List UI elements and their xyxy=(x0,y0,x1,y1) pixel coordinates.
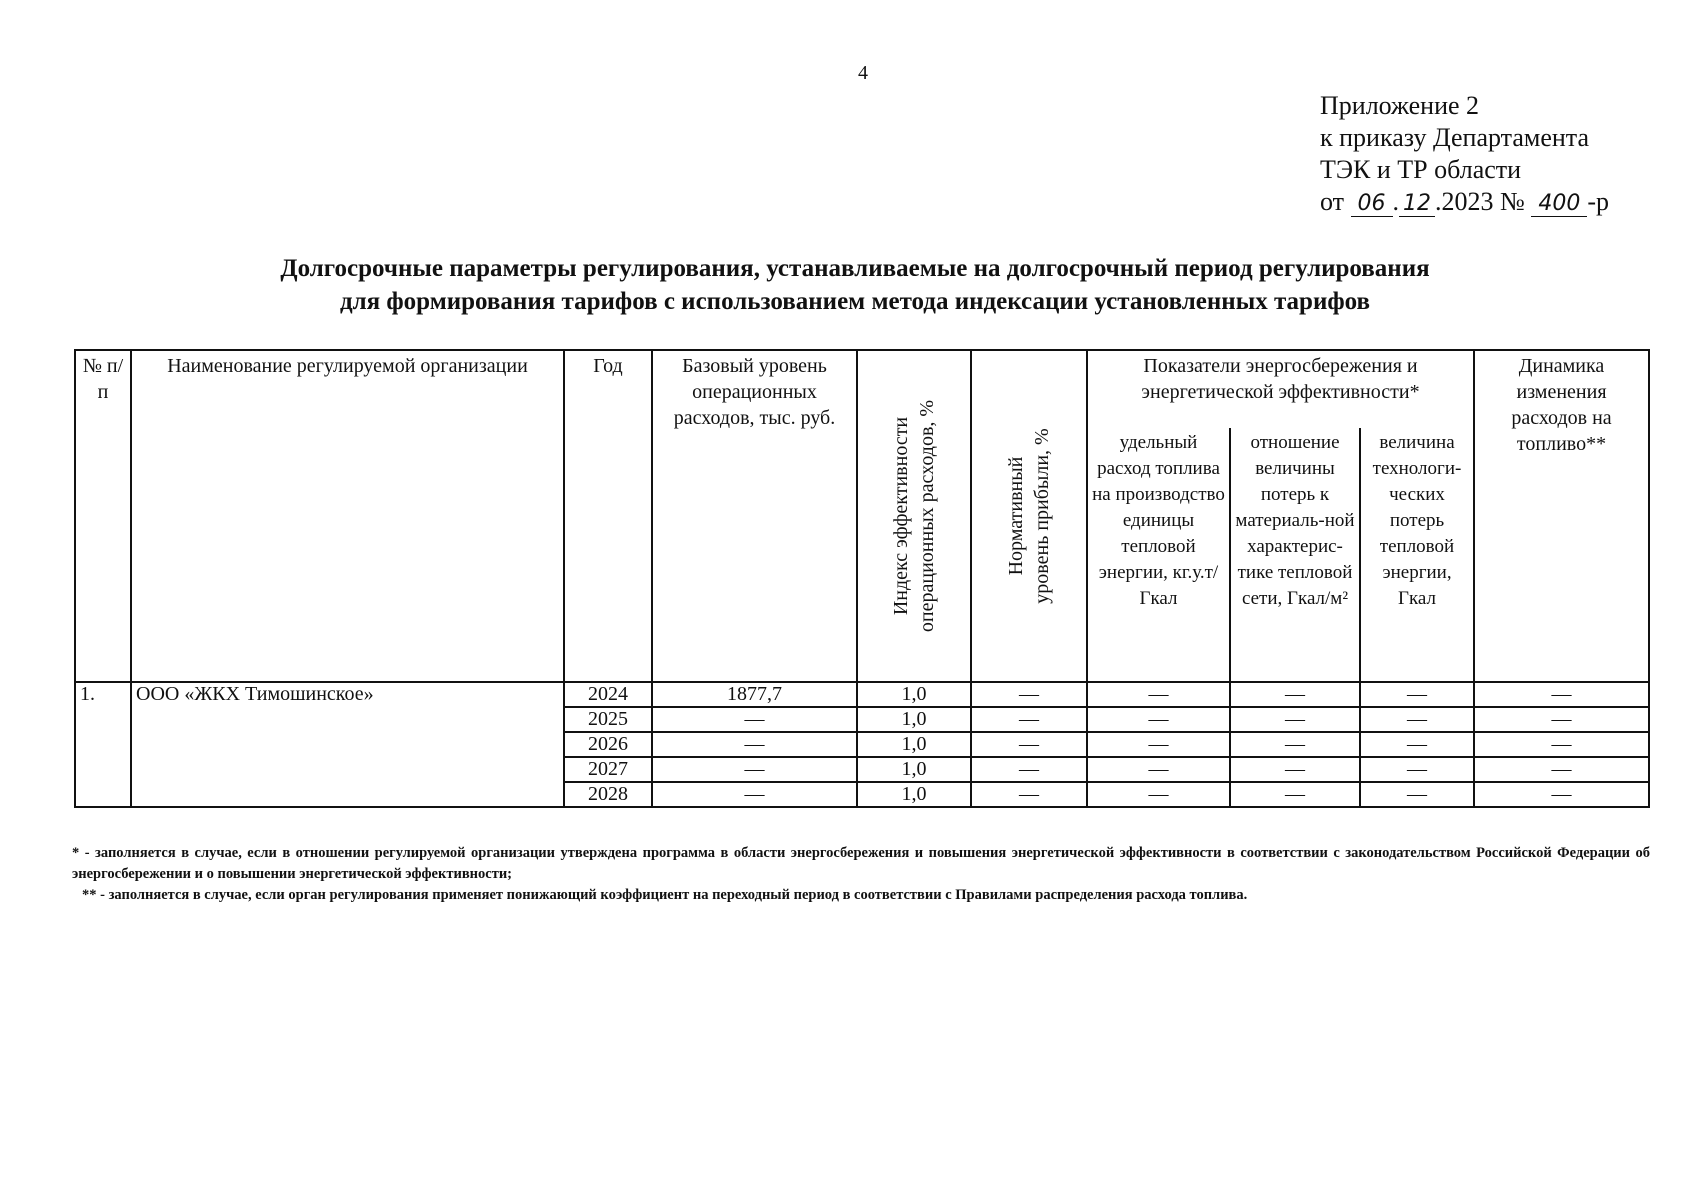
base-cell: — xyxy=(652,782,857,807)
year-cell: 2024 xyxy=(564,682,652,707)
tech-loss-cell: — xyxy=(1360,732,1474,757)
header-efficiency-index-line-2: операционных расходов, % xyxy=(916,399,938,633)
index-cell: 1,0 xyxy=(857,732,971,757)
header-fuel-dynamics: Динамика изменения расходов на топливо** xyxy=(1474,350,1649,682)
header-energy-group: Показатели энергосбережения и энергетической эффективности* xyxy=(1087,350,1474,428)
page-number: 4 xyxy=(858,62,868,84)
index-cell: 1,0 xyxy=(857,707,971,732)
dynamics-cell: — xyxy=(1474,732,1649,757)
index-cell: 1,0 xyxy=(857,757,971,782)
fuel-cell: — xyxy=(1087,682,1230,707)
base-cell: — xyxy=(652,707,857,732)
handwritten-order-number: 400 xyxy=(1531,192,1587,217)
parameters-table xyxy=(74,349,1650,808)
year-cell: 2028 xyxy=(564,782,652,807)
appendix-date-line: от 06 . 12 .2023 № 400 -р xyxy=(1320,187,1610,216)
year-cell: 2026 xyxy=(564,732,652,757)
footnote-1: * - заполняется в случае, если в отношении регулируемой организации утверждена программа в области энергосбережения и повышения энергетической эффективности в соответствии с законодательством Российской Федерации об энергосбережении и о повышении энергетической эффективности; xyxy=(72,845,1650,882)
profit-cell: — xyxy=(971,782,1087,807)
title-line-1: Долгосрочные параметры регулирования, устанавливаемые на долгосрочный период регулирования xyxy=(280,255,1430,282)
appendix-line-1: Приложение 2 xyxy=(1320,91,1480,120)
org-name-cell: ООО «ЖКХ Тимошинское» xyxy=(131,682,564,807)
dynamics-cell: — xyxy=(1474,682,1649,707)
fuel-cell: — xyxy=(1087,757,1230,782)
index-cell: 1,0 xyxy=(857,782,971,807)
header-fuel-consumption: удельный расход топлива на производство единицы тепловой энергии, кг.у.т/Гкал xyxy=(1087,428,1230,682)
header-year: Год xyxy=(564,350,652,682)
loss-ratio-cell: — xyxy=(1230,682,1360,707)
tech-loss-cell: — xyxy=(1360,682,1474,707)
header-efficiency-index-line-1: Индекс эффективности xyxy=(890,416,912,616)
header-tech-losses: величина технологи-ческих потерь тепловой энергии, Гкал xyxy=(1360,428,1474,682)
date-prefix: от xyxy=(1320,187,1345,216)
year-cell: 2025 xyxy=(564,707,652,732)
dynamics-cell: — xyxy=(1474,707,1649,732)
appendix-line-3: ТЭК и ТР области xyxy=(1320,155,1522,184)
tech-loss-cell: — xyxy=(1360,782,1474,807)
header-base-opex: Базовый уровень операционных расходов, тыс. руб. xyxy=(652,350,857,682)
header-num: № п/п xyxy=(75,350,131,682)
appendix-line-2: к приказу Департамента xyxy=(1320,123,1590,152)
appendix-block xyxy=(1320,90,1680,218)
tech-loss-cell: — xyxy=(1360,707,1474,732)
document-title xyxy=(120,252,1590,318)
header-profit-level-line-2: уровень прибыли, % xyxy=(1031,428,1053,604)
dynamics-cell: — xyxy=(1474,757,1649,782)
year-cell: 2027 xyxy=(564,757,652,782)
header-org: Наименование регулируемой организации xyxy=(131,350,564,682)
fuel-cell: — xyxy=(1087,707,1230,732)
fuel-cell: — xyxy=(1087,732,1230,757)
order-suffix: -р xyxy=(1587,187,1610,216)
loss-ratio-cell: — xyxy=(1230,707,1360,732)
header-loss-ratio: отношение величины потерь к материаль-ной характерис-тике тепловой сети, Гкал/м² xyxy=(1230,428,1360,682)
handwritten-month: 12 xyxy=(1399,192,1435,217)
profit-cell: — xyxy=(971,757,1087,782)
profit-cell: — xyxy=(971,682,1087,707)
table-row xyxy=(75,682,1649,707)
profit-cell: — xyxy=(971,707,1087,732)
base-cell: — xyxy=(652,757,857,782)
header-profit-level xyxy=(971,350,1087,682)
handwritten-day: 06 xyxy=(1351,192,1393,217)
footnote-2: ** - заполняется в случае, если орган регулирования применяет понижающий коэффициент на переходный период в соответствии с Правилами распределения расхода топлива. xyxy=(82,887,1248,903)
title-line-2: для формирования тарифов с использованием метода индексации установленных тарифов xyxy=(339,288,1371,315)
loss-ratio-cell: — xyxy=(1230,732,1360,757)
base-cell: 1877,7 xyxy=(652,682,857,707)
footnotes xyxy=(72,843,1650,906)
header-efficiency-index xyxy=(857,350,971,682)
loss-ratio-cell: — xyxy=(1230,757,1360,782)
index-cell: 1,0 xyxy=(857,682,971,707)
date-year: .2023 № xyxy=(1435,187,1525,216)
profit-cell: — xyxy=(971,732,1087,757)
loss-ratio-cell: — xyxy=(1230,782,1360,807)
header-profit-level-line-1: Нормативный xyxy=(1005,456,1027,576)
header-row-1 xyxy=(75,350,1649,428)
fuel-cell: — xyxy=(1087,782,1230,807)
org-number-cell: 1. xyxy=(75,682,131,807)
tech-loss-cell: — xyxy=(1360,757,1474,782)
dynamics-cell: — xyxy=(1474,782,1649,807)
base-cell: — xyxy=(652,732,857,757)
